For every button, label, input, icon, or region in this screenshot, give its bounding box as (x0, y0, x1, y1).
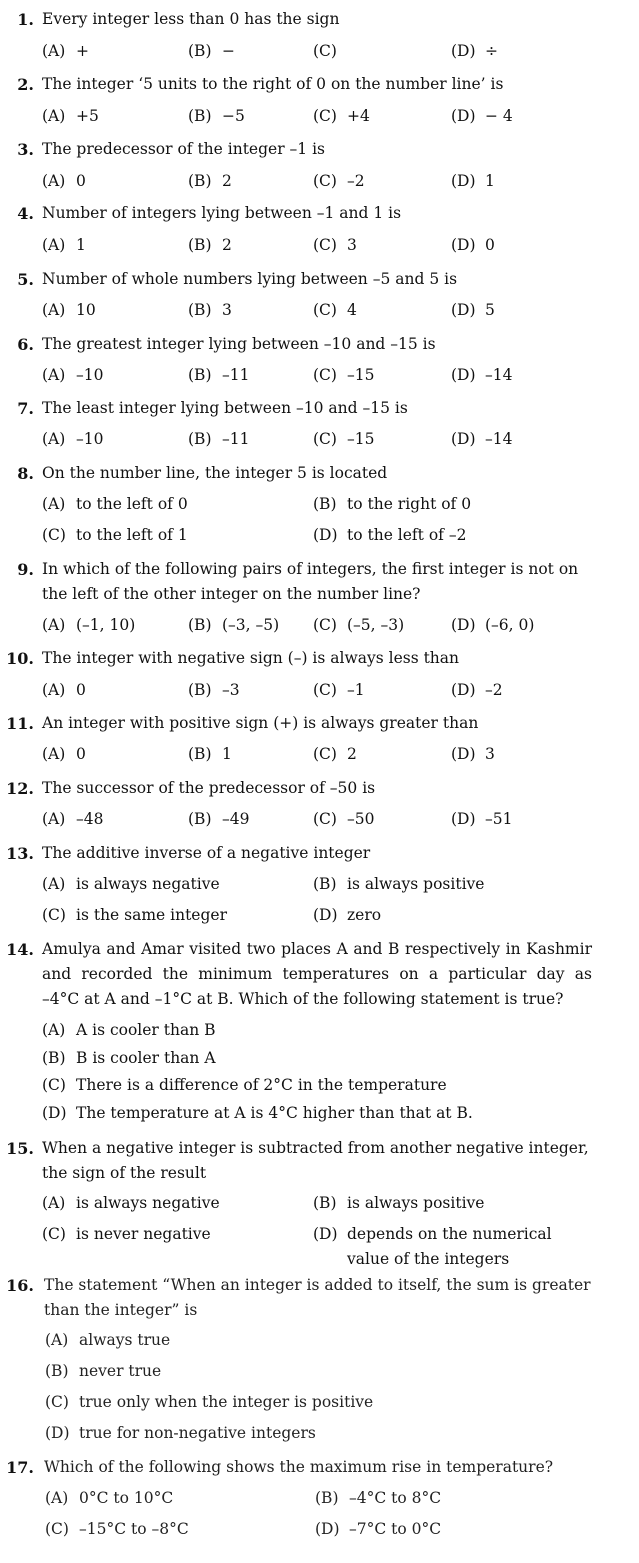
question-number: 12. (6, 779, 34, 798)
question-number: 3. (17, 140, 34, 159)
option-text: + (76, 42, 89, 60)
option-text: always true (79, 1331, 171, 1349)
option-label: (C) (313, 301, 337, 319)
option-text: to the left of 0 (76, 495, 188, 513)
option-label: (D) (451, 301, 476, 319)
option-label: (D) (451, 366, 476, 384)
option-c (313, 427, 374, 452)
option-text: true for non-negative integers (79, 1424, 316, 1442)
option-label: (B) (188, 301, 212, 319)
option-label: (A) (42, 875, 66, 893)
question-text: Number of integers lying between –1 and 1 is (42, 204, 402, 222)
option-label: (B) (188, 366, 212, 384)
option-a (45, 1486, 173, 1511)
option-label: (A) (42, 810, 66, 828)
option-a (42, 298, 96, 323)
option-text: –7°C to 0°C (349, 1520, 442, 1538)
option-text: 2 (347, 745, 357, 763)
option-b (188, 613, 279, 638)
option-text: to the left of –2 (347, 526, 467, 544)
option-a (42, 104, 99, 129)
option-text: 0 (485, 236, 495, 254)
option-a (42, 872, 220, 897)
option-text: +4 (347, 107, 370, 125)
question-number: 5. (17, 270, 34, 289)
option-label: (D) (313, 906, 338, 924)
option-d (451, 678, 503, 703)
option-text: to the left of 1 (76, 526, 188, 544)
option-text: 4 (347, 301, 357, 319)
question-text (42, 1136, 592, 1186)
option-b (188, 233, 232, 258)
option-c (45, 1390, 373, 1415)
option-text: –14 (485, 366, 513, 384)
option-text: 0 (76, 172, 86, 190)
option-label: (A) (42, 42, 66, 60)
option-text: –2 (347, 172, 365, 190)
option-text (347, 1222, 552, 1272)
option-c (42, 903, 227, 928)
option-label: (C) (42, 1225, 66, 1243)
option-text: 1 (222, 745, 232, 763)
option-text: –48 (76, 810, 104, 828)
option-a (42, 233, 86, 258)
option-b (188, 169, 232, 194)
question-number: 4. (17, 204, 34, 223)
option-label: (A) (45, 1331, 69, 1349)
option-text: is always positive (347, 875, 485, 893)
question-text: Which of the following shows the maximum rise in temperature? (44, 1458, 554, 1476)
option-a (42, 427, 103, 452)
option-text: –50 (347, 810, 375, 828)
option-label: (C) (42, 906, 66, 924)
option-label: (D) (451, 810, 476, 828)
question-text-line: than the integer” is (44, 1301, 198, 1319)
option-a (42, 39, 89, 64)
option-label: (C) (313, 681, 337, 699)
option-d (313, 1222, 552, 1272)
option-label: (C) (42, 526, 66, 544)
question-text (42, 937, 592, 1012)
option-c (313, 169, 365, 194)
option-text: is never negative (76, 1225, 211, 1243)
option-text: There is a difference of 2°C in the temperature (76, 1076, 447, 1094)
option-a (42, 1191, 220, 1216)
option-b (188, 807, 249, 832)
option-label: (D) (451, 236, 476, 254)
question-number: 9. (17, 560, 34, 579)
option-label: (C) (45, 1520, 69, 1538)
option-c (313, 39, 347, 64)
option-label: (C) (313, 810, 337, 828)
option-text: –49 (222, 810, 250, 828)
question-text: Number of whole numbers lying between –5 and 5 is (42, 270, 458, 288)
option-label: (D) (313, 526, 338, 544)
option-d (313, 903, 381, 928)
option-text: –1 (347, 681, 365, 699)
option-d (451, 807, 512, 832)
option-c (313, 678, 365, 703)
option-c (45, 1517, 189, 1542)
option-label: (D) (313, 1225, 338, 1243)
question-text-line: When a negative integer is subtracted from another negative integer, (42, 1139, 589, 1157)
option-text: is always negative (76, 875, 220, 893)
option-text: 2 (222, 172, 232, 190)
option-c (42, 1073, 447, 1098)
option-a (42, 678, 86, 703)
option-text: − (222, 42, 235, 60)
option-b (45, 1359, 161, 1384)
option-d (45, 1421, 316, 1446)
question-text-line: –4°C at A and –1°C at B. Which of the following statement is true? (42, 990, 564, 1008)
option-d (42, 1101, 473, 1126)
option-label: (B) (313, 875, 337, 893)
option-label: (C) (313, 430, 337, 448)
option-text: –11 (222, 430, 250, 448)
question-number: 1. (17, 10, 34, 29)
option-d (451, 169, 495, 194)
option-label: (B) (188, 107, 212, 125)
option-text: −5 (222, 107, 245, 125)
option-label: (B) (313, 495, 337, 513)
option-b (188, 678, 240, 703)
question-text (42, 557, 592, 607)
option-text: –15 (347, 366, 375, 384)
question-text-line: Amulya and Amar visited two places A and B respectively in Kashmir (42, 940, 592, 958)
option-a (42, 363, 103, 388)
option-text: 1 (485, 172, 495, 190)
option-label: (A) (42, 616, 66, 634)
option-text: (–3, –5) (222, 616, 280, 634)
option-b (188, 39, 235, 64)
option-text: never true (79, 1362, 162, 1380)
option-text: B is cooler than A (76, 1049, 216, 1067)
question-number: 8. (17, 464, 34, 483)
option-text: +5 (76, 107, 99, 125)
question-text: On the number line, the integer 5 is located (42, 464, 388, 482)
option-label: (C) (313, 616, 337, 634)
option-b (313, 872, 484, 897)
option-c (313, 233, 357, 258)
question-number: 16. (6, 1276, 34, 1295)
option-label: (A) (42, 107, 66, 125)
option-b (313, 1191, 484, 1216)
option-label: (B) (188, 616, 212, 634)
question-text: The successor of the predecessor of –50 is (42, 779, 376, 797)
option-text: 0 (76, 745, 86, 763)
question-number: 11. (6, 714, 34, 733)
option-label: (D) (451, 745, 476, 763)
option-a (42, 1018, 216, 1043)
option-text: 2 (222, 236, 232, 254)
option-text: The temperature at A is 4°C higher than that at B. (76, 1104, 473, 1122)
option-a (45, 1328, 170, 1353)
option-d (315, 1517, 441, 1542)
option-label: (C) (313, 42, 337, 60)
option-label: (A) (42, 1021, 66, 1039)
option-label: (B) (315, 1489, 339, 1507)
option-b (188, 298, 232, 323)
option-b (188, 363, 249, 388)
option-label: (C) (313, 236, 337, 254)
question-text-line: and recorded the minimum temperatures on a particular day as (42, 965, 592, 983)
option-label: (D) (315, 1520, 340, 1538)
question-text (44, 1273, 594, 1323)
option-label: (D) (451, 681, 476, 699)
option-text: is the same integer (76, 906, 227, 924)
option-label: (A) (42, 1194, 66, 1212)
option-label: (A) (42, 495, 66, 513)
option-label: (D) (451, 172, 476, 190)
option-text: –4°C to 8°C (349, 1489, 442, 1507)
option-c (313, 807, 374, 832)
question-text: Every integer less than 0 has the sign (42, 10, 340, 28)
option-label: (B) (45, 1362, 69, 1380)
option-text: –15 (347, 430, 375, 448)
option-d (451, 39, 498, 64)
option-text: zero (347, 906, 382, 924)
option-label: (D) (451, 430, 476, 448)
question-number: 7. (17, 399, 34, 418)
option-text: –3 (222, 681, 240, 699)
option-label: (A) (42, 430, 66, 448)
question-number: 13. (6, 844, 34, 863)
option-b (313, 492, 471, 517)
option-a (42, 613, 135, 638)
question-text-line: The statement “When an integer is added to itself, the sum is greater (44, 1276, 591, 1294)
option-label: (D) (451, 616, 476, 634)
option-label: (A) (42, 366, 66, 384)
question-text: The integer ‘5 units to the right of 0 on the number line’ is (42, 75, 504, 93)
option-label: (B) (188, 745, 212, 763)
question-text: The predecessor of the integer –1 is (42, 140, 325, 158)
option-a (42, 807, 103, 832)
option-text: (–1, 10) (76, 616, 136, 634)
option-text: 3 (222, 301, 232, 319)
option-c (313, 298, 357, 323)
option-c (313, 742, 357, 767)
question-number: 2. (17, 75, 34, 94)
option-label: (C) (313, 366, 337, 384)
option-label: (C) (313, 172, 337, 190)
option-text: –10 (76, 430, 104, 448)
option-label: (A) (42, 301, 66, 319)
option-label: (A) (42, 745, 66, 763)
option-label: (D) (45, 1424, 70, 1442)
option-d (451, 233, 495, 258)
option-label: (B) (188, 681, 212, 699)
option-text: is always positive (347, 1194, 485, 1212)
option-a (42, 492, 188, 517)
option-label: (C) (313, 107, 337, 125)
option-label: (A) (45, 1489, 69, 1507)
question-text: The integer with negative sign (–) is always less than (42, 649, 460, 667)
option-d (451, 427, 512, 452)
option-c (42, 523, 188, 548)
option-text: –11 (222, 366, 250, 384)
question-text: An integer with positive sign (+) is always greater than (42, 714, 479, 732)
option-text: –51 (485, 810, 513, 828)
option-label: (B) (188, 810, 212, 828)
option-a (42, 742, 86, 767)
option-b (42, 1046, 216, 1071)
option-a (42, 169, 86, 194)
option-d (451, 298, 495, 323)
question-text-line: In which of the following pairs of integers, the first integer is not on (42, 560, 579, 578)
question-number: 10. (6, 649, 34, 668)
option-text: 10 (76, 301, 96, 319)
option-b (188, 742, 232, 767)
option-c (313, 613, 404, 638)
option-label: (C) (313, 745, 337, 763)
option-label: (D) (451, 107, 476, 125)
option-text: 0°C to 10°C (79, 1489, 174, 1507)
option-text: 3 (485, 745, 495, 763)
option-text-line: depends on the numerical (347, 1225, 552, 1243)
option-c (42, 1222, 211, 1247)
option-d (451, 742, 495, 767)
option-text: –2 (485, 681, 503, 699)
option-text: (–5, –3) (347, 616, 405, 634)
option-text: –14 (485, 430, 513, 448)
option-d (451, 363, 512, 388)
option-label: (A) (42, 681, 66, 699)
option-text: 1 (76, 236, 86, 254)
option-b (188, 427, 249, 452)
question-text: The greatest integer lying between –10 and –15 is (42, 335, 436, 353)
option-text: 0 (76, 681, 86, 699)
option-label: (B) (188, 42, 212, 60)
option-label: (B) (188, 236, 212, 254)
question-number: 6. (17, 335, 34, 354)
option-label: (A) (42, 236, 66, 254)
option-text-line: value of the integers (347, 1250, 510, 1268)
option-c (313, 104, 370, 129)
option-text: 3 (347, 236, 357, 254)
question-text-line: the left of the other integer on the number line? (42, 585, 421, 603)
option-label: (D) (42, 1104, 67, 1122)
option-text: 5 (485, 301, 495, 319)
option-text: A is cooler than B (76, 1021, 216, 1039)
question-text-line: the sign of the result (42, 1164, 207, 1182)
option-d (451, 613, 534, 638)
option-b (188, 104, 245, 129)
option-text: –10 (76, 366, 104, 384)
option-label: (C) (45, 1393, 69, 1411)
option-label: (B) (313, 1194, 337, 1212)
option-label: (D) (451, 42, 476, 60)
option-c (313, 363, 374, 388)
option-text: is always negative (76, 1194, 220, 1212)
question-number: 17. (6, 1458, 34, 1477)
question-text: The additive inverse of a negative integer (42, 844, 371, 862)
option-label: (A) (42, 172, 66, 190)
option-text: ÷ (485, 42, 498, 60)
option-text: − 4 (485, 107, 513, 125)
question-number: 15. (6, 1139, 34, 1158)
option-text: true only when the integer is positive (79, 1393, 374, 1411)
option-d (313, 523, 466, 548)
option-d (451, 104, 513, 129)
question-text: The least integer lying between –10 and –15 is (42, 399, 408, 417)
option-text: (–6, 0) (485, 616, 535, 634)
option-label: (B) (188, 172, 212, 190)
question-number: 14. (6, 940, 34, 959)
option-b (315, 1486, 441, 1511)
option-label: (B) (42, 1049, 66, 1067)
option-label: (B) (188, 430, 212, 448)
option-text: to the right of 0 (347, 495, 472, 513)
option-text: –15°C to –8°C (79, 1520, 189, 1538)
option-label: (C) (42, 1076, 66, 1094)
